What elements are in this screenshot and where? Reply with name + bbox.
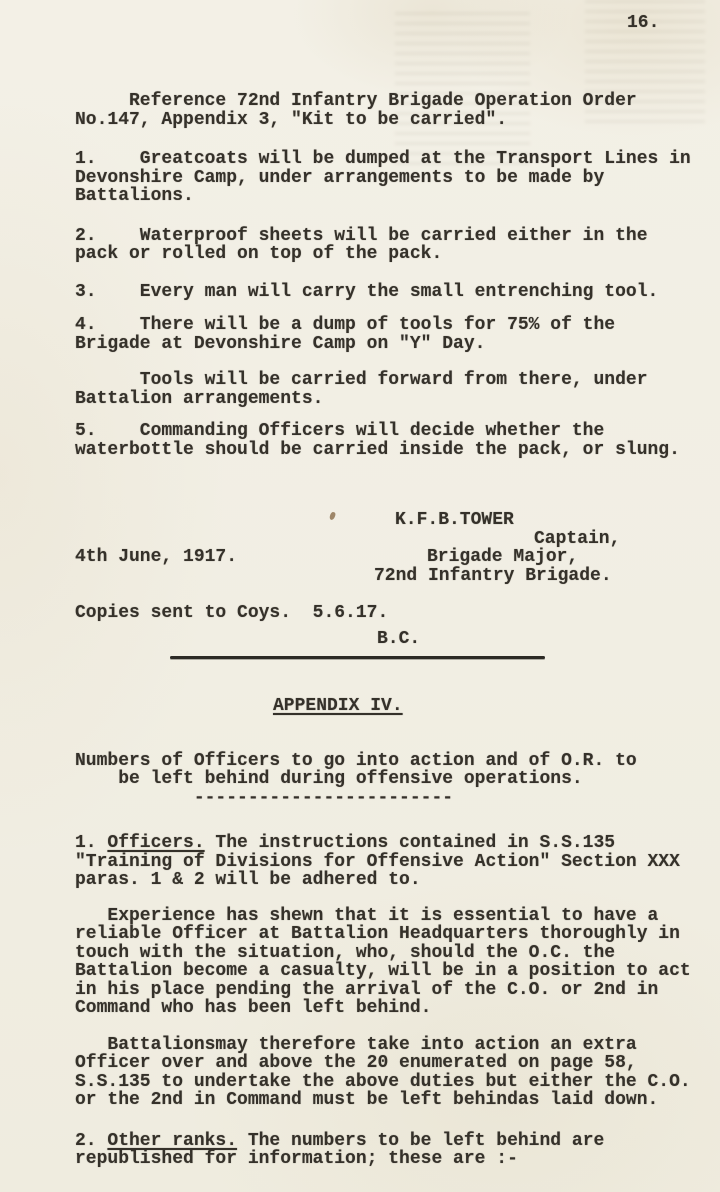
paragraph-item-1-greatcoats <box>75 150 715 206</box>
text-line: Numbers of Officers to go into action and of O.R. to <box>75 750 637 771</box>
page-number: 16. <box>627 13 660 33</box>
paragraph-reference <box>75 92 715 129</box>
paragraph-other-ranks <box>75 1132 715 1169</box>
paragraph-item-4-tool-dump <box>75 316 715 353</box>
text-line: waterbottle should be carried inside the pack, or slung. <box>75 439 680 460</box>
signature-date: 4th June, 1917. <box>75 547 238 567</box>
text-line: reliable Officer at Battalion Headquarters thoroughly in <box>75 924 680 944</box>
appendix-heading: APPENDIX IV. <box>273 696 403 716</box>
text-run: The numbers to be left behind are <box>237 1130 605 1151</box>
text-line: No.147, Appendix 3, "Kit to be carried". <box>75 109 508 130</box>
text-run: The instructions contained in S.S.135 <box>204 833 616 853</box>
paragraph-officers <box>75 834 715 890</box>
text-line: Brigade at Devonshire Camp on "Y" Day. <box>75 333 486 354</box>
other-ranks-label: Other ranks. <box>107 1130 238 1151</box>
appendix-heading-line <box>75 697 715 716</box>
paragraph-tools-forward <box>75 371 715 408</box>
signature-title-brigade: 72nd Infantry Brigade. <box>374 565 612 586</box>
text-line: paras. 1 & 2 will be adhered to. <box>75 870 421 890</box>
appendix-subtitle <box>75 752 715 808</box>
paragraph-item-2-waterproof-sheets <box>75 227 715 264</box>
paragraph-experience <box>75 907 715 1018</box>
item-number: 2. <box>75 1130 108 1151</box>
text-line: Copies sent to Coys. 5.6.17. <box>75 603 389 623</box>
signature-name: K.F.B.TOWER <box>395 510 514 530</box>
text-line: republished for information; these are :- <box>75 1149 518 1169</box>
text-line: Tools will be carried forward from there, under <box>75 370 648 390</box>
dashed-separator: ------------------------ <box>75 787 454 808</box>
signature-title-brigade-major: Brigade Major, <box>427 547 579 567</box>
horizontal-rule <box>170 656 545 659</box>
text-line: 5. Commanding Officers will decide whether the <box>75 421 605 441</box>
text-line: Battalionsmay therefore take into action an extra <box>75 1034 637 1055</box>
paragraph-battalions-extra-officer <box>75 1036 715 1110</box>
text-line: Command who has been left behind. <box>75 998 432 1018</box>
text-line: in his place pending the arrival of the C.O. or 2nd in <box>75 979 659 1000</box>
text-line: "Training of Divisions for Offensive Action" Section XXX <box>75 851 680 872</box>
text-line: 2. Waterproof sheets will be carried either in the <box>75 225 648 246</box>
text-line: S.S.135 to undertake the above duties but either the C.O. <box>75 1071 691 1092</box>
signature-date-line <box>75 548 715 567</box>
text-line: 3. Every man will carry the small entrenching tool. <box>75 281 659 302</box>
paragraph-item-3-entrenching-tool <box>75 283 715 302</box>
text-line: Battalions. <box>75 186 194 206</box>
text-line: be left behind during offensive operations. <box>75 769 583 789</box>
officers-label: Officers. <box>107 833 205 853</box>
paragraph-item-5-waterbottle <box>75 422 715 459</box>
text-line: Devonshire Camp, under arrangements to be made by <box>75 167 605 188</box>
text-line: Experience has shewn that it is essential to have a <box>75 905 659 926</box>
text-line: Reference 72nd Infantry Brigade Operation Order <box>75 91 637 111</box>
item-number: 1. <box>75 833 108 853</box>
text-line: Officer over and above the 20 enumerated on page 58, <box>75 1053 637 1073</box>
signature-rank: Captain, <box>534 528 621 549</box>
typewritten-content <box>75 92 715 1169</box>
text-line: or the 2nd in Command must be left behindas laid down. <box>75 1090 659 1110</box>
text-line: 1. Greatcoats will be dumped at the Transport Lines in <box>75 149 691 169</box>
initials-line <box>75 630 715 649</box>
text-line <box>75 834 715 853</box>
signature-block <box>75 511 715 585</box>
text-line: Battalion arrangements. <box>75 388 324 409</box>
text-line: Battalion become a casualty, will be in a position to act <box>75 961 691 981</box>
initials: B.C. <box>377 628 421 649</box>
text-line <box>75 1132 715 1151</box>
text-line: pack or rolled on top of the pack. <box>75 244 443 264</box>
text-line: touch with the situation, who, should the O.C. the <box>75 942 616 963</box>
text-line: 4. There will be a dump of tools for 75% of the <box>75 315 616 335</box>
copies-note <box>75 604 715 623</box>
